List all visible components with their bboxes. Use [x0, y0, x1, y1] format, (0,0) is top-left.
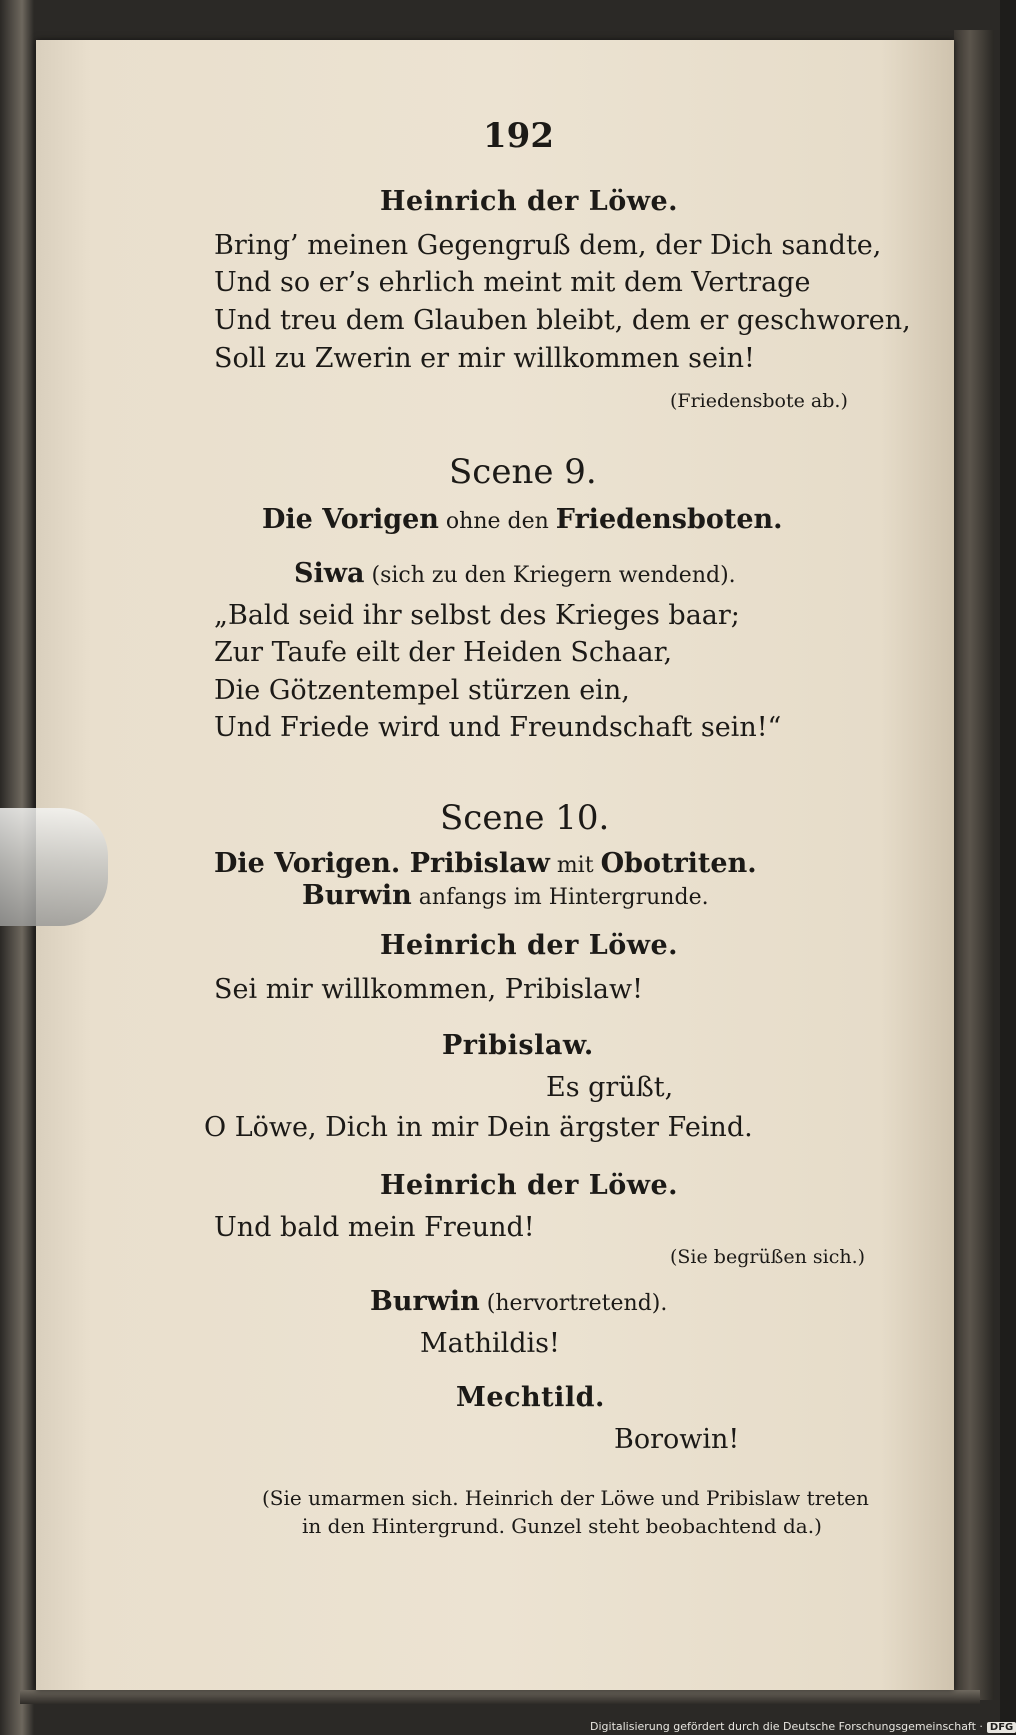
cast-list — [214, 848, 757, 879]
speaker-direction: (sich zu den Kriegern wendend). — [364, 563, 736, 588]
digitization-footer — [590, 1720, 1016, 1733]
speaker-siwa — [294, 558, 736, 589]
book-page — [36, 40, 954, 1690]
verse-line: Es grüßt, — [546, 1072, 674, 1103]
cast-list — [302, 880, 709, 911]
speaker-heinrich: Heinrich der Löwe. — [380, 1170, 679, 1201]
cast-text: ohne den — [438, 509, 556, 534]
scene-heading-9: Scene 9. — [449, 452, 597, 492]
scene-heading-10: Scene 10. — [440, 798, 610, 838]
speaker-heinrich: Heinrich der Löwe. — [380, 186, 679, 217]
speaker-name: Burwin — [370, 1286, 480, 1317]
cast-name: Die Vorigen — [262, 504, 439, 535]
verse-line: Bring’ meinen Gegengruß dem, der Dich sandte, — [214, 230, 882, 261]
speaker-direction: (hervortretend). — [479, 1291, 668, 1316]
cast-name: Friedensboten. — [555, 504, 783, 535]
verse-line: Borowin! — [614, 1424, 740, 1455]
verse-line: Zur Taufe eilt der Heiden Schaar, — [214, 637, 673, 668]
bookmark-tab — [0, 808, 108, 926]
cast-name: Obotriten. — [600, 848, 757, 879]
speaker-heinrich: Heinrich der Löwe. — [380, 930, 679, 961]
cast-name: Die Vorigen. — [214, 848, 401, 879]
speaker-name: Siwa — [294, 558, 365, 589]
page-number: 192 — [483, 116, 554, 156]
speaker-mechtild: Mechtild. — [456, 1382, 605, 1413]
stage-direction: (Sie umarmen sich. Heinrich der Löwe und Pribislaw treten — [262, 1486, 869, 1510]
verse-line: Und so er’s ehrlich meint mit dem Vertrage — [214, 267, 811, 298]
verse-line: O Löwe, Dich in mir Dein ärgster Feind. — [204, 1112, 753, 1143]
page-text — [36, 40, 954, 1690]
cast-name: Burwin — [302, 880, 412, 911]
verse-line: Mathildis! — [420, 1328, 560, 1359]
verse-line: Und bald mein Freund! — [214, 1212, 535, 1243]
cast-name: Pribislaw — [400, 848, 550, 879]
verse-line: Die Götzentempel stürzen ein, — [214, 675, 630, 706]
speaker-pribislaw: Pribislaw. — [442, 1030, 594, 1061]
page-edge-bottom — [20, 1690, 980, 1704]
stage-direction: (Sie begrüßen sich.) — [670, 1246, 866, 1268]
page-edge-right — [954, 30, 994, 1700]
speaker-burwin — [370, 1286, 667, 1317]
verse-line: Soll zu Zwerin er mir willkommen sein! — [214, 343, 755, 374]
cast-text: mit — [549, 853, 601, 878]
footer-text: Digitalisierung gefördert durch die Deutsche Forschungsgemeinschaft · — [590, 1720, 983, 1733]
verse-line: Sei mir willkommen, Pribislaw! — [214, 974, 643, 1005]
verse-line: Und treu dem Glauben bleibt, dem er geschworen, — [214, 305, 911, 336]
stage-direction: in den Hintergrund. Gunzel steht beobachtend da.) — [302, 1514, 822, 1538]
verse-line: „Bald seid ihr selbst des Krieges baar; — [214, 600, 740, 631]
verse-line: Und Friede wird und Freundschaft sein!“ — [214, 712, 782, 743]
cast-list — [262, 504, 783, 535]
stage-direction: (Friedensbote ab.) — [670, 390, 848, 412]
cast-text: anfangs im Hintergrunde. — [411, 885, 709, 910]
dfg-logo-icon: DFG — [987, 1722, 1016, 1733]
